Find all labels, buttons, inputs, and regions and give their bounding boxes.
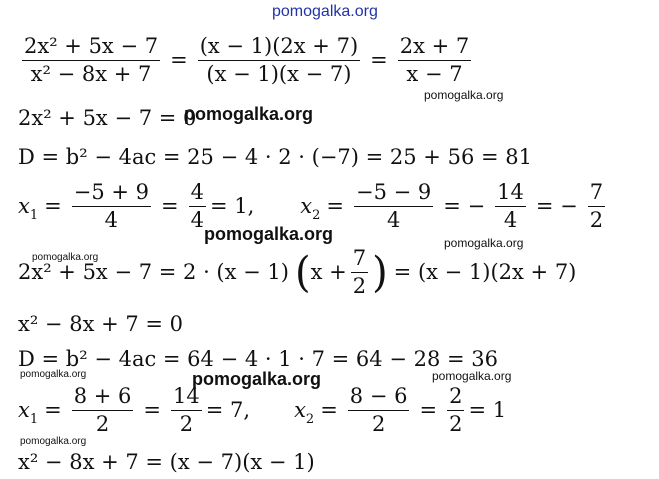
watermark-top[interactable]: pomogalka.org bbox=[272, 3, 378, 20]
watermark: pomogalka.org bbox=[32, 252, 99, 263]
fraction-denominator: 2 bbox=[371, 412, 386, 436]
fraction-denominator: (x − 1)(x − 7) bbox=[206, 62, 352, 86]
fraction-denominator: 2 bbox=[589, 208, 604, 232]
root-x2-label: $x_2$ bbox=[300, 194, 321, 223]
fraction bbox=[72, 182, 151, 231]
fraction-denominator: 2 bbox=[352, 274, 367, 298]
equation-line-6: x² − 8x + 7 = 0 bbox=[18, 312, 184, 336]
equation-line-5-factorization: 2x² + 5x − 7 = 2 · (x − 1) ( x + $\frac{7}{2}$ ) = (x − 1)(2x + 7) bbox=[18, 246, 577, 298]
equation-line-3-discriminant: D = b² − 4ac = 25 − 4 · 2 · (−7) = 25 + 56 = 81 bbox=[18, 145, 532, 169]
fraction bbox=[348, 386, 410, 435]
equation-line-9-factorization: x² − 8x + 7 = (x − 7)(x − 1) bbox=[18, 450, 315, 474]
factorization-inner: x + bbox=[310, 260, 347, 284]
fraction-numerator: 2x² + 5x − 7 bbox=[22, 36, 160, 61]
fraction-numerator: 14 bbox=[495, 182, 526, 207]
fraction-denominator: 4 bbox=[386, 208, 401, 232]
fraction-numerator: (x − 1)(2x + 7) bbox=[198, 36, 360, 61]
fraction-numerator: 8 + 6 bbox=[72, 386, 134, 411]
watermark: pomogalka.org bbox=[20, 369, 87, 380]
fraction-denominator: 2 bbox=[95, 412, 110, 436]
fraction-denominator: 4 bbox=[503, 208, 518, 232]
watermark: pomogalka.org bbox=[424, 88, 504, 102]
fraction bbox=[588, 182, 605, 231]
fraction-numerator: 7 bbox=[351, 248, 368, 273]
fraction-numerator: −5 − 9 bbox=[354, 182, 433, 207]
fraction bbox=[351, 248, 368, 297]
fraction-denominator: 2 bbox=[449, 412, 463, 436]
watermark: pomogalka.org bbox=[20, 436, 87, 447]
fraction-denominator: 2 bbox=[179, 412, 194, 436]
root-x2-result: = 1 bbox=[468, 398, 507, 422]
equals-sign: = bbox=[170, 48, 188, 72]
root-x2-label: $x_2$ bbox=[294, 398, 315, 427]
equation-line-1 bbox=[18, 36, 475, 85]
fraction-numerator: 4 bbox=[189, 182, 206, 207]
watermark: pomogalka.org bbox=[184, 104, 314, 124]
fraction bbox=[495, 182, 526, 231]
fraction-denominator: x² − 8x + 7 bbox=[30, 62, 152, 86]
fraction-original bbox=[22, 36, 160, 85]
root-x1-label: $x_1$ bbox=[18, 398, 39, 427]
watermark: pomogalka.org bbox=[204, 224, 334, 244]
fraction-denominator: 4 bbox=[190, 208, 204, 232]
factorization-right: = (x − 1)(2x + 7) bbox=[393, 260, 577, 284]
fraction-numerator: 8 − 6 bbox=[348, 386, 410, 411]
fraction-numerator: 14 bbox=[171, 386, 202, 411]
watermark: pomogalka.org bbox=[444, 236, 524, 250]
fraction-factored bbox=[198, 36, 360, 85]
fraction bbox=[72, 386, 134, 435]
equation-line-7-discriminant: D = b² − 4ac = 64 − 4 · 1 · 7 = 64 − 28 = 36 bbox=[18, 347, 498, 371]
equation-line-4-roots: $x_1$ = $\frac{-5 + 9}{4}$ = $\frac{4}{4}$ = 1, $x_2$ = $\frac{-5 - 9}{4}$ = − $\frac{14}{4}$ = − $\frac{7}{2}$ bbox=[18, 180, 604, 232]
watermark: pomogalka.org bbox=[192, 369, 322, 389]
fraction-numerator: 2x + 7 bbox=[398, 36, 472, 61]
fraction bbox=[171, 386, 202, 435]
equation-line-8-roots: $x_1$ = $\frac{8 + 6}{2}$ = $\frac{14}{2}$ = 7, $x_2$ = $\frac{8 - 6}{2}$ = $\frac{2}{2}$ = 1 bbox=[18, 384, 507, 436]
fraction-denominator: x − 7 bbox=[406, 62, 463, 86]
root-x1-label: $x_1$ bbox=[18, 194, 39, 223]
fraction bbox=[354, 182, 433, 231]
fraction-numerator: −5 + 9 bbox=[72, 182, 151, 207]
root-x1-result: = 7, bbox=[205, 398, 251, 422]
fraction bbox=[447, 386, 464, 435]
watermark: pomogalka.org bbox=[432, 369, 512, 383]
factorization-left: 2x² + 5x − 7 = 2 · (x − 1) bbox=[18, 260, 289, 284]
root-x1-result: = 1, bbox=[209, 194, 255, 218]
fraction-simplified bbox=[398, 36, 472, 85]
fraction-numerator: 2 bbox=[447, 386, 464, 411]
equation-line-2: 2x² + 5x − 7 = 0 bbox=[18, 106, 197, 130]
fraction-denominator: 4 bbox=[104, 208, 119, 232]
fraction-numerator: 7 bbox=[588, 182, 605, 207]
equals-sign: = bbox=[370, 48, 388, 72]
